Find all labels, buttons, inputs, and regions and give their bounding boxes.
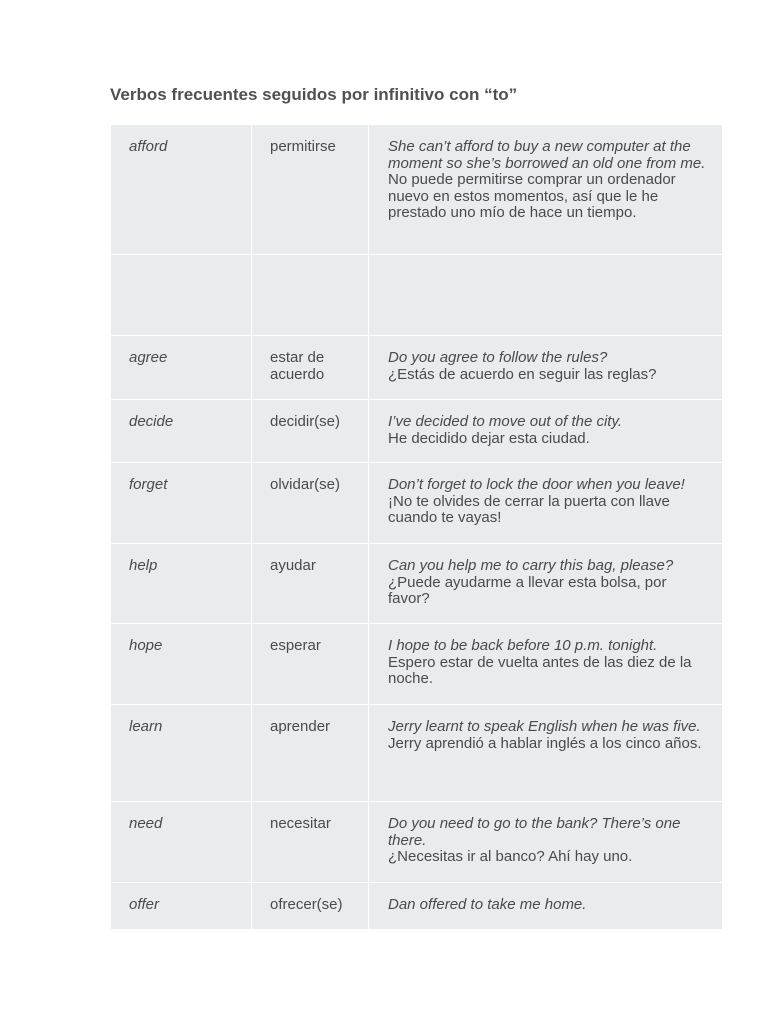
example-cell — [369, 883, 723, 930]
example-english: Do you agree to follow the rules? — [388, 349, 608, 366]
example-cell — [369, 802, 723, 883]
verb-cell: forget — [111, 463, 252, 544]
translation-cell — [252, 255, 369, 336]
verb-cell: decide — [111, 400, 252, 463]
example-spanish: ¿Puede ayudarme a llevar esta bolsa, por favor? — [388, 573, 667, 608]
verb-cell: need — [111, 802, 252, 883]
example-english: I hope to be back before 10 p.m. tonight. — [388, 637, 658, 654]
table-row — [111, 463, 723, 544]
table-row — [111, 544, 723, 624]
example-english: Don’t forget to lock the door when you leave! — [388, 476, 685, 493]
verb-cell: offer — [111, 883, 252, 930]
example-english: Jerry learnt to speak English when he was five. — [388, 718, 701, 735]
table-row — [111, 802, 723, 883]
translation-cell: ayudar — [252, 544, 369, 624]
example-cell — [369, 705, 723, 802]
translation-cell: necesitar — [252, 802, 369, 883]
example-spanish: Jerry aprendió a hablar inglés a los cinco años. — [388, 734, 702, 752]
page-title: Verbos frecuentes seguidos por infinitivo con “to” — [110, 85, 518, 104]
verb-cell: agree — [111, 336, 252, 400]
table-row — [111, 624, 723, 705]
example-english: Dan offered to take me home. — [388, 896, 587, 913]
example-cell — [369, 624, 723, 705]
verb-cell: help — [111, 544, 252, 624]
example-spanish: No puede permitirse comprar un ordenador nuevo en estos momentos, así que le he prestado uno mío de hace un tiempo. — [388, 171, 676, 222]
table-row-empty — [111, 255, 723, 336]
example-cell — [369, 255, 723, 336]
translation-cell: aprender — [252, 705, 369, 802]
table-row — [111, 125, 723, 255]
example-spanish: ¿Estás de acuerdo en seguir las reglas? — [388, 365, 657, 383]
example-english: Can you help me to carry this bag, please? — [388, 557, 674, 574]
table-row — [111, 336, 723, 400]
translation-cell: esperar — [252, 624, 369, 705]
translation-cell: olvidar(se) — [252, 463, 369, 544]
table-row — [111, 883, 723, 930]
table-row — [111, 705, 723, 802]
example-spanish: He decidido dejar esta ciudad. — [388, 429, 590, 447]
translation-cell: decidir(se) — [252, 400, 369, 463]
table-row — [111, 400, 723, 463]
example-english: Do you need to go to the bank? There’s one there. — [388, 815, 681, 849]
example-cell — [369, 463, 723, 544]
example-cell — [369, 400, 723, 463]
example-spanish: ¡No te olvides de cerrar la puerta con llave cuando te vayas! — [388, 492, 670, 527]
example-cell — [369, 336, 723, 400]
example-english: I’ve decided to move out of the city. — [388, 413, 623, 430]
verb-cell — [111, 255, 252, 336]
example-cell — [369, 125, 723, 255]
translation-cell: estar de acuerdo — [252, 336, 369, 400]
example-english: She can’t afford to buy a new computer at the moment so she’s borrowed an old one from me. — [388, 138, 706, 172]
verb-cell: afford — [111, 125, 252, 255]
example-cell — [369, 544, 723, 624]
example-spanish: ¿Necesitas ir al banco? Ahí hay uno. — [388, 848, 633, 866]
verb-cell: hope — [111, 624, 252, 705]
example-spanish: Espero estar de vuelta antes de las diez de la noche. — [388, 653, 692, 688]
translation-cell: permitirse — [252, 125, 369, 255]
verb-table — [110, 124, 723, 930]
translation-cell: ofrecer(se) — [252, 883, 369, 930]
verb-cell: learn — [111, 705, 252, 802]
